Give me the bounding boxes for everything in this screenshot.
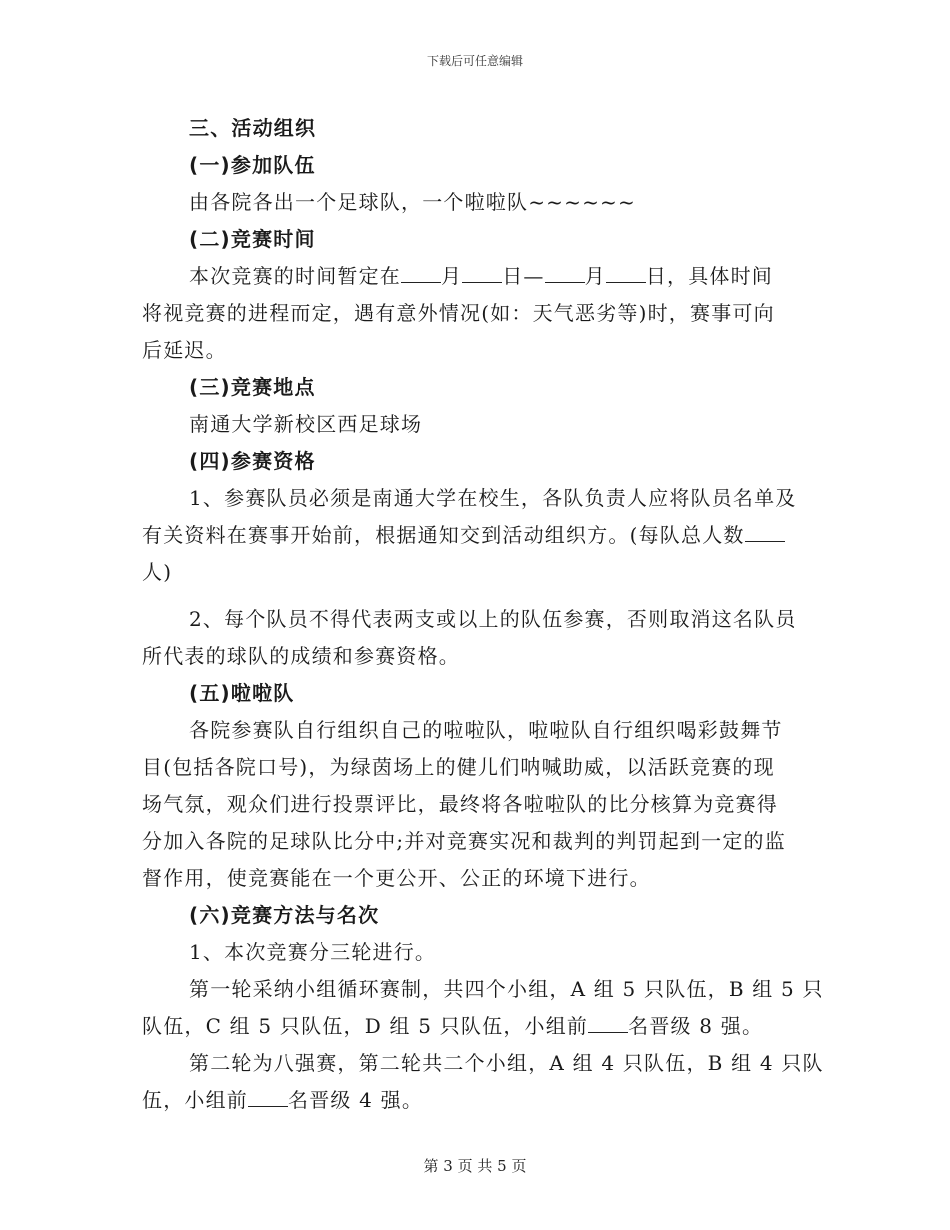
text-participants: 由各院各出一个足球队，一个啦啦队~~~~~~	[189, 190, 636, 214]
text-round2-line2-a: 伍，小组前	[142, 1088, 248, 1112]
text-round2-line2-b: 名晋级 4 强。	[288, 1088, 424, 1112]
text-cheerleading-line3: 场气氛，观众们进行投票评比，最终将各啦啦队的比分核算为竞赛得	[142, 792, 778, 816]
text-time-d: 月	[584, 264, 606, 288]
text-round2-line2	[142, 1082, 808, 1119]
text-time-c: 日—	[502, 264, 545, 288]
blank-field	[462, 260, 502, 283]
text-round1-line1: 第一轮采纳小组循环赛制，共四个小组，A 组 5 只队伍，B 组 5 只	[189, 977, 824, 1001]
blank-field	[401, 260, 441, 283]
heading-venue: (三)竞赛地点	[189, 375, 316, 399]
text-time-b: 月	[441, 264, 463, 288]
text-time-line1	[142, 258, 808, 295]
text-round1-line2	[142, 1008, 808, 1045]
page-footer-number: 第 3 页 共 5 页	[423, 1157, 527, 1175]
text-method-item1: 1、本次竞赛分三轮进行。	[189, 940, 437, 964]
text-round1-line2-b: 名晋级 8 强。	[628, 1014, 764, 1038]
text-venue: 南通大学新校区西足球场	[189, 412, 423, 436]
text-eligibility-p1-line3: 人)	[142, 560, 173, 584]
text-round1-line2-a: 队伍，C 组 5 只队伍，D 组 5 只队伍，小组前	[142, 1014, 589, 1038]
text-eligibility-p2-line2: 所代表的球队的成绩和参赛资格。	[142, 644, 460, 668]
text-time-a: 本次竞赛的时间暂定在	[189, 264, 401, 288]
text-eligibility-p2-line1: 2、每个队员不得代表两支或以上的队伍参赛，否则取消这名队员	[189, 607, 797, 631]
text-eligibility-p1-line2-text: 有关资料在赛事开始前，根据通知交到活动组织方。(每队总人数	[142, 523, 745, 547]
text-time-e: 日，具体时间	[645, 264, 774, 288]
page-header-note: 下载后可任意编辑	[426, 54, 523, 68]
blank-field	[745, 519, 785, 542]
text-eligibility-p1-line2	[142, 517, 808, 554]
text-cheerleading-line5: 督作用，使竞赛能在一个更公开、公正的环境下进行。	[142, 866, 651, 890]
text-cheerleading-line4: 分加入各院的足球队比分中;并对竞赛实况和裁判的判罚起到一定的监	[142, 829, 786, 853]
blank-field	[248, 1084, 288, 1107]
text-cheerleading-line2: 目(包括各院口号)，为绿茵场上的健儿们呐喊助威，以活跃竞赛的现	[142, 755, 775, 779]
document-body	[142, 110, 824, 1119]
heading-cheerleading: (五)啦啦队	[189, 681, 295, 705]
text-time-line2: 将视竞赛的进程而定，遇有意外情况(如：天气恶劣等)时，赛事可向	[142, 301, 775, 325]
text-eligibility-p1-line1: 1、参赛队员必须是南通大学在校生，各队负责人应将队员名单及	[189, 486, 797, 510]
text-cheerleading-line1: 各院参赛队自行组织自己的啦啦队，啦啦队自行组织喝彩鼓舞节	[189, 718, 783, 742]
blank-field	[588, 1010, 628, 1033]
heading-eligibility: (四)参赛资格	[189, 449, 316, 473]
blank-field	[606, 260, 646, 283]
text-time-line3: 后延迟。	[142, 338, 227, 362]
text-round2-line1: 第二轮为八强赛，第二轮共二个小组，A 组 4 只队伍，B 组 4 只队	[189, 1051, 824, 1075]
heading-participants: (一)参加队伍	[189, 153, 316, 177]
blank-field	[545, 260, 585, 283]
heading-method: (六)竞赛方法与名次	[189, 903, 380, 927]
heading-time: (二)竞赛时间	[189, 227, 316, 251]
section-title: 三、活动组织	[189, 116, 317, 140]
